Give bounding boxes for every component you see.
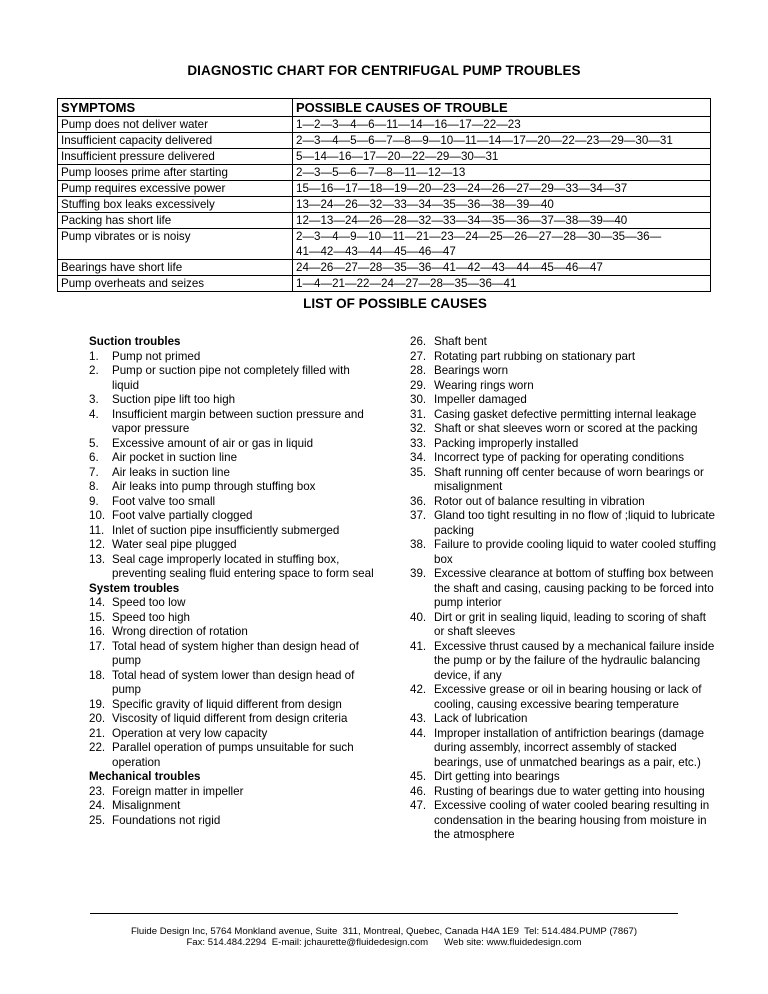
cause-text-line: Pump or suction pipe not completely filled with — [112, 364, 350, 377]
footer-divider — [90, 913, 678, 914]
cause-text-line: Excessive cooling of water cooled bearing resulting in — [434, 799, 710, 812]
cause-text — [434, 495, 740, 510]
cause-text-line: Air leaks into pump through stuffing box — [112, 480, 316, 493]
causes-cell — [293, 133, 711, 149]
list-item — [89, 509, 409, 524]
cause-number: 21. — [89, 726, 106, 740]
cause-number: 37. — [410, 509, 427, 522]
cause-number: 24. — [89, 799, 106, 812]
causes-cell — [293, 213, 711, 229]
cause-text-line: Lack of lubrication — [434, 712, 528, 725]
list-item — [89, 480, 409, 495]
cause-text-line: Parallel operation of pumps unsuitable for such — [112, 741, 354, 754]
table-header-row — [58, 99, 711, 117]
symptom-cell: Pump looses prime after starting — [58, 165, 293, 181]
cause-number: 22. — [89, 741, 106, 754]
cause-number: 25. — [89, 813, 106, 827]
cause-number: 29. — [410, 378, 427, 392]
cause-number: 39. — [410, 567, 427, 580]
list-item — [410, 466, 740, 495]
cause-number: 19. — [89, 697, 106, 711]
cause-text — [434, 799, 740, 843]
list-item — [89, 437, 409, 452]
cause-number: 11. — [89, 523, 105, 537]
list-item — [410, 437, 740, 452]
cause-number: 27. — [410, 349, 427, 363]
cause-text-line: Wrong direction of rotation — [112, 625, 248, 638]
list-item — [410, 509, 740, 538]
cause-text — [112, 698, 409, 713]
cause-text — [434, 466, 740, 495]
cause-number: 45. — [410, 770, 427, 783]
cause-text — [434, 393, 740, 408]
cause-number: 2. — [89, 364, 99, 377]
cause-text-line: Rotor out of balance resulting in vibration — [434, 494, 645, 508]
footer-contact: Fax: 514.484.2294 E-mail: jchaurette@fluidedesign.com Web site: www.fluidedesign.com — [186, 937, 582, 948]
cause-number: 41. — [410, 639, 427, 653]
cause-text-line: Dirt getting into bearings — [434, 770, 560, 783]
cause-text — [434, 379, 740, 394]
cause-text-line: Insufficient margin between suction pressure and — [112, 407, 364, 421]
cause-text-line: or shaft sleeves — [434, 625, 516, 638]
list-item — [410, 770, 740, 785]
list-item — [410, 393, 740, 408]
cause-text-line: Excessive amount of air or gas in liquid — [112, 436, 314, 450]
cause-text — [434, 567, 740, 611]
cause-text — [112, 350, 409, 365]
list-item — [410, 712, 740, 727]
causes-cell — [293, 260, 711, 276]
causes-line: 13—24—26—32—33—34—35—36—38—39—40 — [296, 198, 554, 211]
list-item — [89, 393, 409, 408]
list-item — [410, 364, 740, 379]
cause-text-line: Foot valve partially clogged — [112, 509, 253, 522]
cause-text-line: Suction pipe lift too high — [112, 393, 236, 406]
cause-number: 36. — [410, 494, 427, 508]
cause-number: 30. — [410, 393, 427, 406]
cause-text-line: Wearing rings worn — [434, 378, 534, 392]
cause-number: 12. — [89, 538, 106, 551]
list-item — [89, 451, 409, 466]
list-item — [89, 669, 409, 698]
cause-text — [434, 350, 740, 365]
causes-line: 1—4—21—22—24—27—28—35—36—41 — [296, 277, 517, 290]
list-item — [89, 785, 409, 800]
cause-number: 47. — [410, 799, 427, 812]
cause-text-line: pump — [112, 654, 142, 667]
cause-text — [434, 683, 740, 712]
cause-number: 10. — [89, 509, 106, 522]
list-item — [89, 538, 409, 553]
cause-number: 4. — [89, 407, 99, 421]
cause-number: 9. — [89, 494, 99, 508]
list-item — [410, 727, 740, 771]
cause-text-line: Rusting of bearings due to water getting into housing — [434, 784, 705, 798]
cause-number: 13. — [89, 552, 106, 566]
cause-text-line: Bearings worn — [434, 364, 509, 377]
list-item — [89, 350, 409, 365]
cause-text-line: Gland too tight resulting in no flow of ;liquid to lubricate — [434, 509, 715, 522]
cause-text-line: cooling, causing excessive bearing temperature — [434, 697, 679, 711]
cause-text — [112, 408, 409, 437]
cause-text-line: Foreign matter in impeller — [112, 784, 244, 798]
table-row — [58, 260, 711, 276]
list-item — [89, 611, 409, 626]
cause-text — [112, 814, 409, 829]
cause-text — [434, 335, 740, 350]
causes-header: POSSIBLE CAUSES OF TROUBLE — [293, 99, 711, 117]
cause-text — [112, 741, 409, 770]
cause-text-line: preventing sealing fluid entering space to form seal — [112, 567, 374, 580]
cause-number: 35. — [410, 465, 427, 479]
list-item — [89, 698, 409, 713]
cause-text-line: during assembly, incorrect assembly of stacked — [434, 741, 677, 754]
cause-text-line: Foundations not rigid — [112, 813, 221, 827]
list-item — [410, 785, 740, 800]
cause-group-heading: Suction troubles — [89, 335, 181, 348]
cause-text — [112, 364, 409, 393]
symptom-cell: Pump does not deliver water — [58, 117, 293, 133]
list-item — [410, 640, 740, 684]
cause-number: 18. — [89, 668, 106, 682]
cause-group-heading: Mechanical troubles — [89, 770, 201, 783]
cause-text — [112, 437, 409, 452]
cause-text — [112, 712, 409, 727]
cause-text-line: Incorrect type of packing for operating conditions — [434, 451, 685, 464]
cause-text — [112, 480, 409, 495]
cause-number: 26. — [410, 335, 427, 348]
symptom-cell: Insufficient capacity delivered — [58, 133, 293, 149]
symptom-cell: Packing has short life — [58, 213, 293, 229]
cause-text-line: Water seal pipe plugged — [112, 538, 237, 551]
cause-text-line: the atmosphere — [434, 828, 515, 841]
page-title: DIAGNOSTIC CHART FOR CENTRIFUGAL PUMP TROUBLES — [187, 63, 581, 78]
list-item — [89, 814, 409, 829]
cause-text-line: Foot valve too small — [112, 494, 216, 508]
list-item — [410, 335, 740, 350]
cause-text-line: box — [434, 552, 453, 566]
symptoms-header: SYMPTOMS — [58, 99, 293, 117]
causes-line: 41—42—43—44—45—46—47 — [296, 245, 456, 258]
causes-line: 1—2—3—4—6—11—14—16—17—22—23 — [296, 118, 521, 131]
footer — [0, 926, 768, 948]
cause-text — [434, 640, 740, 684]
causes-cell — [293, 165, 711, 181]
cause-text — [434, 437, 740, 452]
causes-list-left — [89, 335, 409, 828]
list-item — [410, 799, 740, 843]
list-item — [410, 379, 740, 394]
list-item — [410, 538, 740, 567]
table-row — [58, 149, 711, 165]
cause-text — [434, 451, 740, 466]
cause-text-line: vapor pressure — [112, 422, 190, 435]
cause-text — [434, 727, 740, 771]
cause-text — [434, 509, 740, 538]
list-item — [89, 596, 409, 611]
causes-line: 2—3—5—6—7—8—11—12—13 — [296, 166, 466, 179]
cause-text — [112, 509, 409, 524]
symptom-cell: Stuffing box leaks excessively — [58, 197, 293, 213]
cause-text-line: Failure to provide cooling liquid to water cooled stuffing — [434, 538, 717, 551]
list-item — [410, 495, 740, 510]
causes-line: 12—13—24—26—28—32—33—34—35—36—37—38—39—40 — [296, 214, 628, 227]
cause-text — [112, 451, 409, 466]
cause-text-line: Improper installation of antifriction bearings (damage — [434, 726, 705, 740]
list-item — [89, 712, 409, 727]
cause-number: 23. — [89, 784, 106, 798]
list-item — [89, 408, 409, 437]
causes-cell — [293, 117, 711, 133]
footer-address: Fluide Design Inc, 5764 Monkland avenue, Suite 311, Montreal, Quebec, Canada H4A 1E9 Tel: 514.484.PUMP (7867) — [130, 926, 638, 937]
list-item — [89, 495, 409, 510]
list-item — [89, 640, 409, 669]
cause-text-line: Specific gravity of liquid different from design — [112, 697, 342, 711]
causes-cell — [293, 181, 711, 197]
cause-text — [434, 422, 740, 437]
symptom-cell: Pump vibrates or is noisy — [58, 229, 293, 260]
diagnostic-chart-table — [57, 98, 711, 292]
causes-line: 15—16—17—18—19—20—23—24—26—27—29—33—34—37 — [296, 182, 628, 195]
cause-text — [112, 640, 409, 669]
cause-number: 3. — [89, 393, 99, 406]
symptom-cell: Bearings have short life — [58, 260, 293, 276]
chart-body — [58, 117, 711, 292]
cause-text — [112, 799, 409, 814]
cause-text-line: Air pocket in suction line — [112, 451, 238, 464]
table-row — [58, 133, 711, 149]
list-item — [89, 727, 409, 742]
cause-number: 7. — [89, 465, 99, 479]
cause-number: 44. — [410, 726, 427, 740]
cause-text — [434, 785, 740, 800]
cause-text-line: condensation in the bearing housing from moisture in — [434, 813, 707, 827]
cause-text-line: packing — [434, 523, 474, 537]
cause-text-line: Misalignment — [112, 799, 181, 812]
causes-cell — [293, 149, 711, 165]
cause-text-line: misalignment — [434, 480, 503, 493]
cause-number: 31. — [410, 407, 427, 421]
cause-text — [112, 785, 409, 800]
cause-text-line: Pump not primed — [112, 349, 201, 363]
cause-number: 33. — [410, 436, 427, 450]
cause-number: 34. — [410, 451, 427, 464]
causes-line: 24—26—27—28—35—36—41—42—43—44—45—46—47 — [296, 261, 603, 274]
cause-group-heading: System troubles — [89, 581, 180, 595]
symptom-cell: Pump requires excessive power — [58, 181, 293, 197]
cause-text — [434, 408, 740, 423]
cause-text-line: Rotating part rubbing on stationary part — [434, 349, 636, 363]
cause-number: 46. — [410, 784, 427, 798]
cause-text-line: Seal cage improperly located in stuffing box, — [112, 552, 340, 566]
cause-number: 8. — [89, 480, 99, 493]
list-item — [89, 625, 409, 640]
cause-text — [434, 364, 740, 379]
cause-text-line: Excessive clearance at bottom of stuffing box between — [434, 567, 714, 580]
cause-text-line: Casing gasket defective permitting internal leakage — [434, 407, 697, 421]
cause-number: 40. — [410, 610, 427, 624]
cause-text-line: liquid — [112, 378, 140, 392]
cause-number: 43. — [410, 712, 427, 725]
cause-text — [434, 611, 740, 640]
cause-number: 1. — [89, 349, 99, 363]
cause-text-line: bearings, use of unmatched bearings as a pair, etc.) — [434, 755, 701, 769]
list-item — [89, 524, 409, 539]
table-row — [58, 197, 711, 213]
cause-text-line: device, if any — [434, 668, 502, 682]
cause-text — [112, 466, 409, 481]
causes-line: 2—3—4—9—10—11—21—23—24—25—26—27—28—30—35—36— — [296, 230, 662, 243]
cause-number: 38. — [410, 538, 427, 551]
cause-text-line: Shaft bent — [434, 335, 487, 348]
cause-text — [112, 553, 409, 582]
list-item — [410, 422, 740, 437]
cause-text-line: Impeller damaged — [434, 393, 527, 406]
cause-text-line: Air leaks in suction line — [112, 465, 230, 479]
list-item — [89, 741, 409, 770]
causes-cell — [293, 229, 711, 260]
symptom-cell: Pump overheats and seizes — [58, 276, 293, 292]
cause-number: 20. — [89, 712, 106, 725]
cause-text-line: the shaft and casing, causing packing to be forced into — [434, 581, 714, 595]
cause-number: 14. — [89, 596, 106, 609]
cause-number: 17. — [89, 639, 106, 653]
cause-number: 42. — [410, 683, 427, 696]
causes-list-right — [410, 335, 740, 843]
cause-text — [434, 538, 740, 567]
cause-text — [112, 393, 409, 408]
cause-text-line: Packing improperly installed — [434, 436, 579, 450]
cause-number: 16. — [89, 625, 106, 638]
list-item — [410, 611, 740, 640]
cause-text — [112, 524, 409, 539]
cause-text-line: Total head of system lower than design head of — [112, 668, 355, 682]
cause-text-line: Shaft or shat sleeves worn or scored at the packing — [434, 422, 698, 435]
causes-cell — [293, 276, 711, 292]
table-row — [58, 229, 711, 260]
list-item — [89, 466, 409, 481]
cause-text-line: Speed too high — [112, 610, 191, 624]
cause-text-line: pump interior — [434, 596, 502, 609]
cause-text-line: Shaft running off center because of worn bearings or — [434, 465, 704, 479]
cause-text — [434, 770, 740, 785]
table-row — [58, 213, 711, 229]
cause-text — [112, 596, 409, 611]
causes-line: 5—14—16—17—20—22—29—30—31 — [296, 150, 499, 163]
cause-text-line: pump — [112, 683, 142, 696]
cause-text-line: the pump or by the failure of the hydraulic balancing — [434, 654, 701, 667]
cause-number: 32. — [410, 422, 427, 435]
cause-text-line: Excessive thrust caused by a mechanical failure inside — [434, 639, 715, 653]
cause-text-line: Dirt or grit in sealing liquid, leading to scoring of shaft — [434, 610, 706, 624]
table-row — [58, 276, 711, 292]
cause-text — [434, 712, 740, 727]
cause-number: 28. — [410, 364, 427, 377]
list-item — [410, 683, 740, 712]
cause-text-line: Speed too low — [112, 596, 186, 609]
list-item — [410, 567, 740, 611]
causes-line: 2—3—4—5—6—7—8—9—10—11—14—17—20—22—23—29—30—31 — [296, 134, 673, 147]
cause-text-line: Total head of system higher than design head of — [112, 639, 359, 653]
cause-text-line: operation — [112, 755, 161, 769]
cause-text — [112, 727, 409, 742]
cause-text — [112, 625, 409, 640]
symptom-cell: Insufficient pressure delivered — [58, 149, 293, 165]
cause-number: 15. — [89, 610, 106, 624]
table-row — [58, 117, 711, 133]
list-item — [410, 408, 740, 423]
table-row — [58, 165, 711, 181]
cause-text — [112, 611, 409, 626]
cause-number: 5. — [89, 436, 99, 450]
cause-text-line: Operation at very low capacity — [112, 726, 268, 740]
cause-text-line: Viscosity of liquid different from design criteria — [112, 712, 348, 725]
list-title: LIST OF POSSIBLE CAUSES — [303, 296, 487, 311]
cause-number: 6. — [89, 451, 99, 464]
list-item — [410, 451, 740, 466]
cause-text-line: Inlet of suction pipe insufficiently submerged — [112, 523, 340, 537]
list-item — [89, 553, 409, 582]
cause-text — [112, 669, 409, 698]
cause-text — [112, 495, 409, 510]
cause-text-line: Excessive grease or oil in bearing housing or lack of — [434, 683, 702, 696]
causes-cell — [293, 197, 711, 213]
list-item — [89, 364, 409, 393]
cause-text — [112, 538, 409, 553]
table-row — [58, 181, 711, 197]
list-item — [89, 799, 409, 814]
list-item — [410, 350, 740, 365]
